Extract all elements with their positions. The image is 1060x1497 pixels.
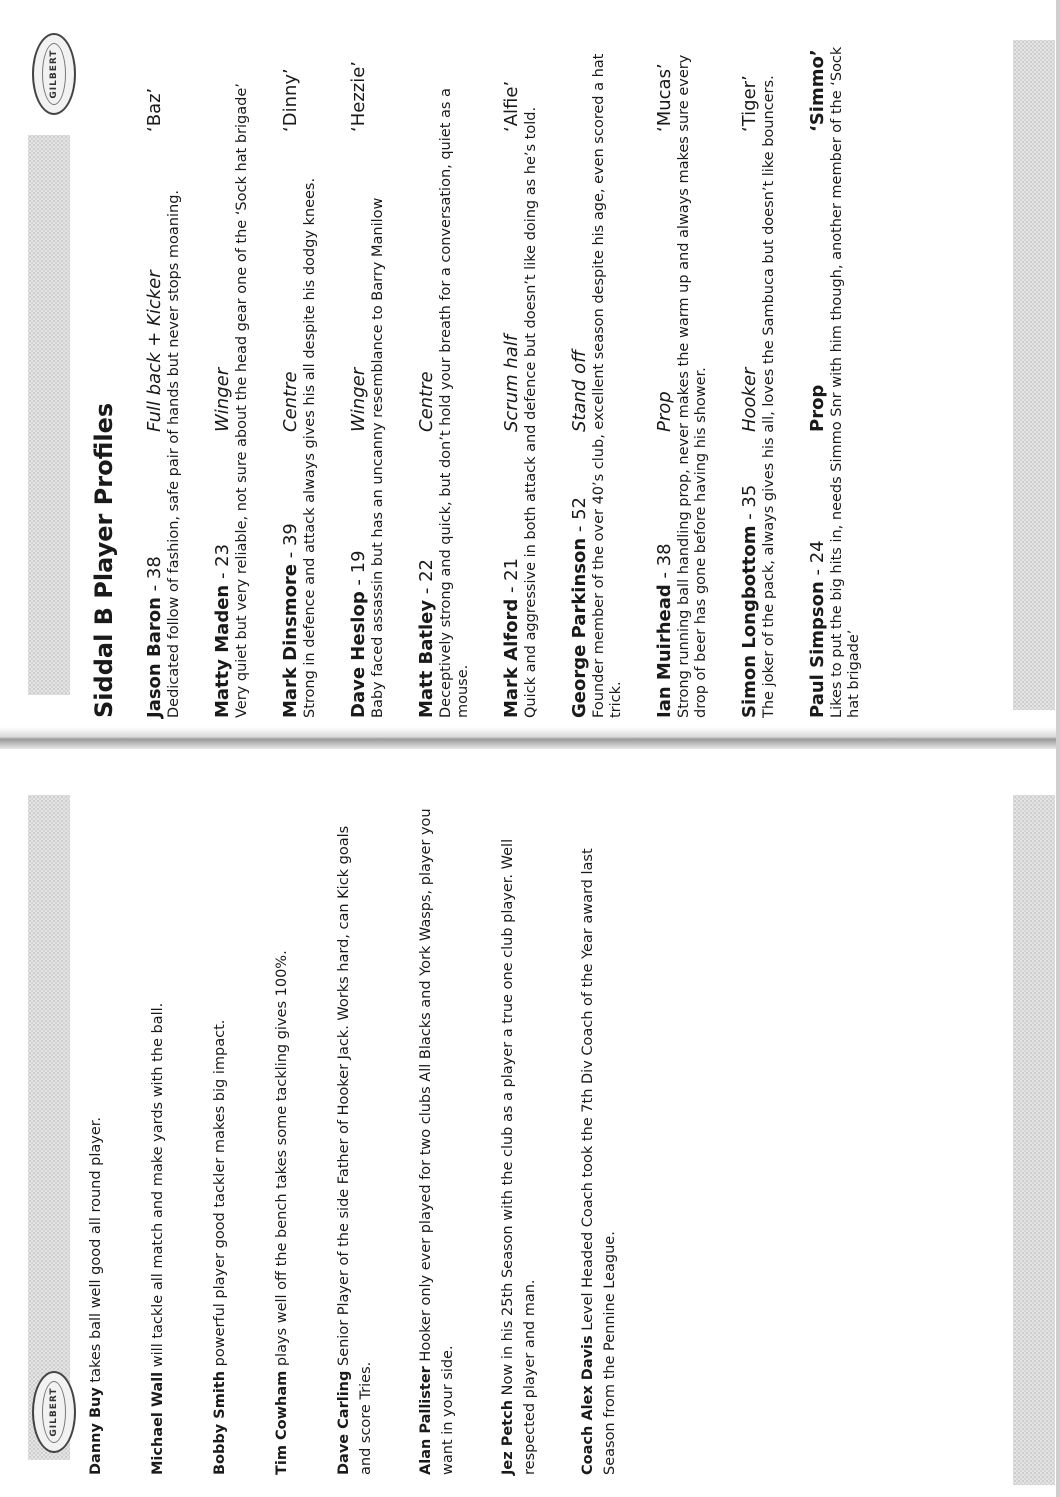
profile-nickname: ‘Alfie’ (501, 80, 522, 132)
right-logo (32, 33, 76, 115)
profile-desc: Quick and aggressive in both attack and defence but doesn’t like doing as he’s told. (523, 106, 539, 718)
player-profile (654, 38, 710, 718)
profile-desc: Deceptively strong and quick, but don’t hold your breath for a conversation, quiet as a mouse. (438, 88, 471, 718)
page-edge (1056, 0, 1060, 1497)
profile-desc: Likes to put the big hits in, needs Simmo Snr with him though, another member of the ‘Sock hat brigade’ (829, 46, 862, 718)
profile-header (501, 38, 523, 718)
player-name: Dave Carling (336, 1370, 352, 1475)
player-name: Danny Buy (88, 1387, 104, 1475)
profile-header (807, 38, 829, 718)
player-desc: powerful player good tackler makes big impact. (212, 1019, 228, 1371)
profile-position: Stand off (569, 349, 590, 432)
profile-name-age (739, 432, 761, 718)
profile-position: Hooker (739, 367, 760, 432)
right-header-strip (28, 135, 70, 695)
player-desc: Now in his 25th Season with the club as a player a true one club player. Well respected player and man. (500, 838, 538, 1475)
profile-age: - 24 (807, 540, 828, 582)
profile-age: - 38 (144, 556, 165, 598)
player-name: Bobby Smith (212, 1370, 228, 1475)
coach-desc: Level Headed Coach took the 7th Div Coach of the Year award last Season from the Pennine League. (580, 848, 618, 1475)
player-desc: Senior Player of the side Father of Hooker Jack. Works hard, can Kick goals and score Tries. (336, 825, 374, 1475)
player-entry (271, 795, 293, 1475)
coach-entry (577, 795, 621, 1475)
profile-nickname: ‘Dinny’ (280, 68, 301, 132)
profile-name: Mark Dinsmore (280, 563, 301, 718)
profile-desc: Dedicated follow of fashion, safe pair of hands but never stops moaning. (166, 189, 182, 718)
player-profile (739, 38, 778, 718)
player-entry (333, 795, 377, 1475)
profile-name-age (280, 432, 302, 718)
profile-header (280, 38, 302, 718)
profile-name: Matt Batley (416, 599, 437, 718)
player-desc: takes ball well good all round player. (88, 1116, 104, 1388)
profile-name: Matty Maden (212, 584, 233, 718)
player-name: Alan Pallister (418, 1366, 434, 1475)
profile-position: Prop (807, 384, 828, 432)
profile-header (739, 38, 761, 718)
profile-age: - 22 (416, 559, 437, 600)
profile-name: Dave Heslop (348, 591, 369, 718)
profile-age: - 38 (654, 543, 675, 585)
player-entry (415, 795, 459, 1475)
player-name: Jez Petch (500, 1399, 516, 1475)
profile-position: Scrum half (501, 334, 522, 432)
profile-desc: The joker of the pack, always gives his all, loves the Sambuca but doesn’t like bouncers. (761, 75, 777, 718)
profile-name: Jason Baron (144, 597, 165, 718)
profile-header (569, 38, 591, 718)
profile-name-age (212, 432, 234, 718)
left-footer-strip (1013, 795, 1055, 1485)
right-page-content (90, 38, 892, 718)
profile-age: - 52 (569, 496, 590, 538)
player-name: Tim Cowham (274, 1370, 290, 1475)
profile-name-age (348, 432, 370, 718)
profile-age: - 39 (280, 523, 301, 564)
profile-header (144, 38, 166, 718)
player-profile (280, 38, 319, 718)
profile-desc: Founder member of the over 40’s club, excellent season despite his age, even scored a hat trick. (591, 53, 624, 718)
profile-header (416, 38, 438, 718)
profile-desc: Baby faced assassin but has an uncanny resemblance to Barry Manilow (370, 197, 386, 718)
profile-name: Simon Longbottom (739, 525, 760, 718)
logo-text: GILBERT (49, 1387, 59, 1437)
profile-position: Centre (280, 371, 301, 432)
profile-position: Winger (212, 367, 233, 432)
player-entry (85, 795, 107, 1475)
player-profile (212, 38, 251, 718)
player-entry (497, 795, 541, 1475)
profile-desc: Strong running ball handling prop, never makes the warm up and always makes sure every drop of beer has gone before having his shower. (676, 54, 709, 718)
player-entry (147, 795, 169, 1475)
profile-position: Prop (654, 391, 675, 432)
player-profile (501, 38, 540, 718)
profile-age: - 19 (348, 550, 369, 592)
profile-name-age (144, 432, 166, 718)
profile-name: Mark Alford (501, 598, 522, 718)
profile-nickname: ‘Tiger’ (739, 75, 760, 132)
player-name: Michael Wall (150, 1371, 166, 1475)
right-footer-strip (1013, 40, 1055, 710)
left-header-strip (28, 795, 70, 1460)
player-desc: Hooker only ever played for two clubs All Blacks and York Wasps, player you want in your side. (418, 808, 456, 1475)
coach-name: Coach Alex Davis (580, 1335, 596, 1475)
profile-name: Paul Simpson (807, 581, 828, 718)
left-logo (32, 1371, 76, 1453)
profile-header (212, 38, 234, 718)
profile-nickname: ‘Simmo’ (807, 49, 828, 132)
player-profile (348, 38, 387, 718)
profile-desc: Strong in defence and attack always gives his all despite his dodgy knees. (302, 177, 318, 718)
profile-name: Ian Muirhead (654, 584, 675, 718)
profile-nickname: ‘Baz’ (144, 87, 165, 132)
profile-name-age (569, 432, 591, 718)
player-profile (144, 38, 183, 718)
player-profile (807, 38, 863, 718)
player-profile (569, 38, 625, 718)
player-profile (416, 38, 472, 718)
profile-name-age (654, 432, 676, 718)
profile-nickname: ‘Hezzie’ (348, 60, 369, 132)
profile-age: - 23 (212, 543, 233, 585)
profile-position: Full back + Kicker (144, 270, 165, 432)
player-desc: plays well off the bench takes some tackling gives 100%. (274, 950, 290, 1371)
player-entry (209, 795, 231, 1475)
profile-nickname: ‘Mucas’ (654, 63, 675, 132)
player-desc: will tackle all match and make yards with the ball. (150, 1002, 166, 1372)
page-fold-shadow (0, 727, 1060, 749)
profile-name: George Parkinson (569, 537, 590, 718)
left-page-content (85, 795, 661, 1475)
profile-position: Centre (416, 371, 437, 432)
profile-name-age (807, 432, 829, 718)
page-title: Siddal B Player Profiles (90, 402, 118, 718)
profile-age: - 21 (501, 557, 522, 599)
profile-position: Winger (348, 367, 369, 432)
profile-header (654, 38, 676, 718)
profile-header (348, 38, 370, 718)
logo-text: GILBERT (49, 49, 59, 99)
profile-name-age (416, 432, 438, 718)
profile-desc: Very quiet but very reliable, not sure about the head gear one of the ‘Sock hat brigade’ (234, 83, 250, 718)
profile-name-age (501, 432, 523, 718)
profile-age: - 35 (739, 484, 760, 526)
